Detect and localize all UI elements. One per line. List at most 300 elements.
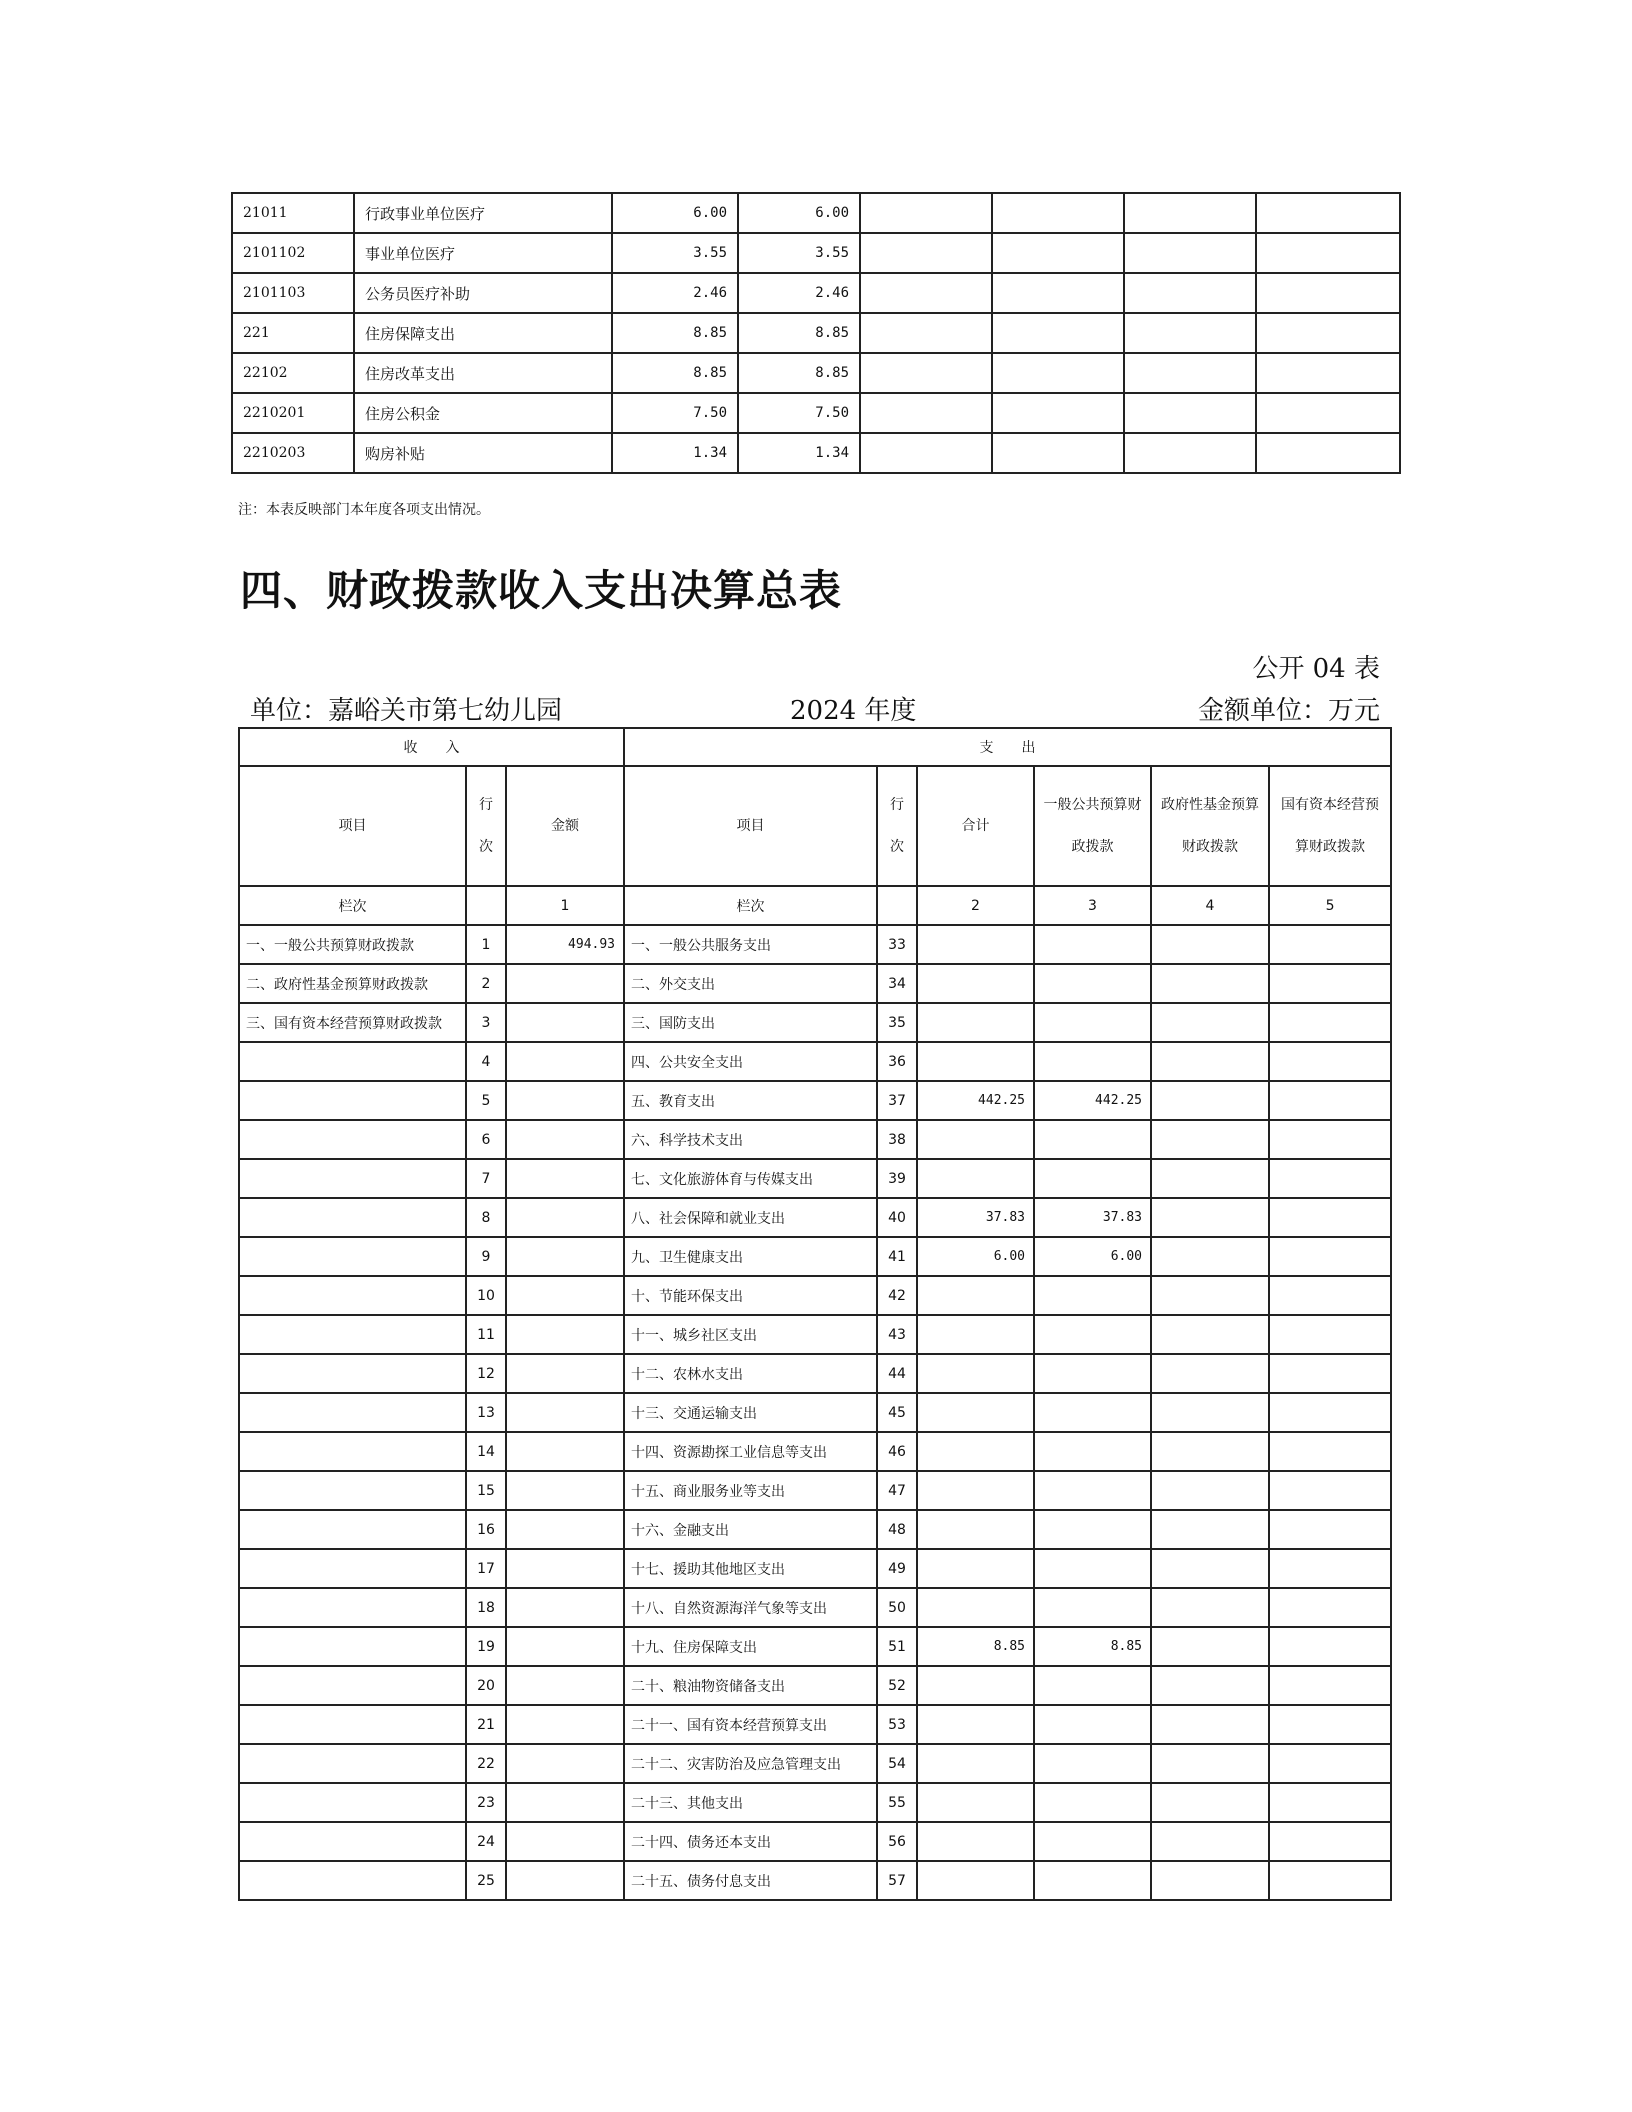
expense-gov-fund — [1151, 1120, 1269, 1159]
income-line-no: 9 — [466, 1237, 506, 1276]
summary-row — [239, 1783, 1391, 1822]
empty-cell — [992, 233, 1124, 273]
income-line-no: 2 — [466, 964, 506, 1003]
expense-item: 二十二、灾害防治及应急管理支出 — [624, 1744, 877, 1783]
amount-basic: 7.50 — [738, 393, 860, 433]
income-amount — [506, 1042, 624, 1081]
income-line-no: 20 — [466, 1666, 506, 1705]
expense-gov-fund — [1151, 1861, 1269, 1900]
expense-item: 一、一般公共服务支出 — [624, 925, 877, 964]
expense-total — [917, 964, 1034, 1003]
expense-state-capital — [1269, 1432, 1391, 1471]
expense-gov-fund — [1151, 1471, 1269, 1510]
income-line-no: 3 — [466, 1003, 506, 1042]
expense-item: 十、节能环保支出 — [624, 1276, 877, 1315]
expense-line-no: 44 — [877, 1354, 917, 1393]
expense-line-no: 47 — [877, 1471, 917, 1510]
expense-gov-fund — [1151, 1627, 1269, 1666]
fiscal-appropriation-summary-table — [238, 727, 1392, 1901]
summary-row — [239, 1627, 1391, 1666]
expense-line-no: 43 — [877, 1315, 917, 1354]
income-item — [239, 1120, 466, 1159]
summary-row — [239, 1198, 1391, 1237]
income-amount-header: 金额 — [506, 766, 624, 886]
summary-body — [239, 886, 1391, 1900]
income-line-no: 18 — [466, 1588, 506, 1627]
empty-cell — [992, 393, 1124, 433]
income-item: 二、政府性基金预算财政拨款 — [239, 964, 466, 1003]
expense-state-capital — [1269, 1081, 1391, 1120]
expense-state-capital — [1269, 1549, 1391, 1588]
empty-cell — [860, 313, 992, 353]
income-line-no-header: 行次 — [466, 766, 506, 886]
expense-detail-row — [232, 273, 1400, 313]
expense-general-budget — [1034, 1120, 1151, 1159]
expense-state-capital — [1269, 1471, 1391, 1510]
expense-header: 支 出 — [624, 728, 1391, 766]
empty-cell — [1256, 433, 1400, 473]
expense-general-budget — [1034, 964, 1151, 1003]
expense-state-capital — [1269, 1627, 1391, 1666]
function-name: 住房保障支出 — [354, 313, 612, 353]
expense-gov-fund — [1151, 1081, 1269, 1120]
income-amount — [506, 1588, 624, 1627]
expense-item: 十四、资源勘探工业信息等支出 — [624, 1432, 877, 1471]
income-item — [239, 1471, 466, 1510]
summary-row — [239, 1237, 1391, 1276]
expense-general-budget: 8.85 — [1034, 1627, 1151, 1666]
column-index-row — [239, 886, 1391, 925]
expense-gov-fund — [1151, 1549, 1269, 1588]
income-amount — [506, 1744, 624, 1783]
expense-line-no: 35 — [877, 1003, 917, 1042]
function-name: 事业单位医疗 — [354, 233, 612, 273]
income-line-no: 16 — [466, 1510, 506, 1549]
expense-general-budget — [1034, 1510, 1151, 1549]
income-amount — [506, 1315, 624, 1354]
expense-state-capital — [1269, 964, 1391, 1003]
income-item — [239, 1588, 466, 1627]
expense-general-budget — [1034, 1003, 1151, 1042]
income-item — [239, 1744, 466, 1783]
summary-row — [239, 1276, 1391, 1315]
expense-gov-fund — [1151, 1042, 1269, 1081]
function-name: 购房补贴 — [354, 433, 612, 473]
expense-total — [917, 1276, 1034, 1315]
expense-item: 三、国防支出 — [624, 1003, 877, 1042]
col-2: 2 — [917, 886, 1034, 925]
expense-state-capital — [1269, 1315, 1391, 1354]
amount-unit: 金额单位：万元 — [1197, 696, 1380, 726]
expense-detail-row — [232, 433, 1400, 473]
income-amount — [506, 1003, 624, 1042]
amount-total: 1.34 — [612, 433, 738, 473]
amount-total: 8.85 — [612, 313, 738, 353]
expense-gov-fund — [1151, 1744, 1269, 1783]
income-amount — [506, 1510, 624, 1549]
empty-cell — [992, 193, 1124, 233]
expense-total — [917, 1159, 1034, 1198]
form-number: 公开 04 表 — [1252, 654, 1380, 684]
amount-basic: 8.85 — [738, 353, 860, 393]
expense-general-budget — [1034, 1822, 1151, 1861]
expense-gov-fund — [1151, 1432, 1269, 1471]
income-item — [239, 1822, 466, 1861]
empty-cell — [1256, 353, 1400, 393]
income-amount — [506, 1198, 624, 1237]
summary-row — [239, 1003, 1391, 1042]
expense-item: 十八、自然资源海洋气象等支出 — [624, 1588, 877, 1627]
income-line-no: 14 — [466, 1432, 506, 1471]
summary-row — [239, 1042, 1391, 1081]
expense-item: 八、社会保障和就业支出 — [624, 1198, 877, 1237]
expense-gov-fund — [1151, 1705, 1269, 1744]
expense-item: 二十四、债务还本支出 — [624, 1822, 877, 1861]
expense-total — [917, 1861, 1034, 1900]
income-amount — [506, 964, 624, 1003]
expense-gov-fund — [1151, 964, 1269, 1003]
expense-state-capital — [1269, 1588, 1391, 1627]
gov-fund-header: 政府性基金预算财政拨款 — [1151, 766, 1269, 886]
empty-cell — [1124, 393, 1256, 433]
expense-line-no: 48 — [877, 1510, 917, 1549]
expense-line-no: 40 — [877, 1198, 917, 1237]
expense-state-capital — [1269, 1159, 1391, 1198]
amount-total: 8.85 — [612, 353, 738, 393]
amount-basic: 6.00 — [738, 193, 860, 233]
income-item — [239, 1315, 466, 1354]
expense-item-header: 项目 — [624, 766, 877, 886]
income-item — [239, 1549, 466, 1588]
income-amount — [506, 1471, 624, 1510]
function-name: 行政事业单位医疗 — [354, 193, 612, 233]
summary-row — [239, 1822, 1391, 1861]
expense-line-no: 45 — [877, 1393, 917, 1432]
income-amount — [506, 1393, 624, 1432]
expense-general-budget — [1034, 1861, 1151, 1900]
summary-row — [239, 1666, 1391, 1705]
expense-item: 九、卫生健康支出 — [624, 1237, 877, 1276]
expense-state-capital — [1269, 1042, 1391, 1081]
expense-general-budget — [1034, 1276, 1151, 1315]
income-item — [239, 1081, 466, 1120]
income-amount — [506, 1081, 624, 1120]
empty-cell — [1124, 233, 1256, 273]
expense-general-budget: 37.83 — [1034, 1198, 1151, 1237]
general-budget-header: 一般公共预算财政拨款 — [1034, 766, 1151, 886]
col-label: 栏次 — [239, 886, 466, 925]
amount-basic: 8.85 — [738, 313, 860, 353]
expense-total — [917, 1549, 1034, 1588]
expense-item: 十五、商业服务业等支出 — [624, 1471, 877, 1510]
empty-cell — [992, 273, 1124, 313]
income-line-no: 11 — [466, 1315, 506, 1354]
expense-total — [917, 1315, 1034, 1354]
expense-item: 十七、援助其他地区支出 — [624, 1549, 877, 1588]
income-line-no: 19 — [466, 1627, 506, 1666]
expense-gov-fund — [1151, 1198, 1269, 1237]
function-code: 22102 — [232, 353, 354, 393]
summary-row — [239, 1315, 1391, 1354]
expense-item: 六、科学技术支出 — [624, 1120, 877, 1159]
expense-line-no: 54 — [877, 1744, 917, 1783]
summary-row — [239, 964, 1391, 1003]
expense-total: 6.00 — [917, 1237, 1034, 1276]
expense-state-capital — [1269, 925, 1391, 964]
expense-item: 二十五、债务付息支出 — [624, 1861, 877, 1900]
expense-state-capital — [1269, 1510, 1391, 1549]
empty-cell — [992, 313, 1124, 353]
expense-line-no: 42 — [877, 1276, 917, 1315]
empty-cell — [1256, 233, 1400, 273]
expense-total — [917, 1354, 1034, 1393]
expense-general-budget: 6.00 — [1034, 1237, 1151, 1276]
expense-total — [917, 1783, 1034, 1822]
expense-general-budget — [1034, 1354, 1151, 1393]
summary-row — [239, 1705, 1391, 1744]
expense-detail-table-continued — [231, 192, 1401, 474]
income-item — [239, 1861, 466, 1900]
expense-item: 十六、金融支出 — [624, 1510, 877, 1549]
expense-line-no: 34 — [877, 964, 917, 1003]
income-amount — [506, 1705, 624, 1744]
expense-total — [917, 1432, 1034, 1471]
expense-gov-fund — [1151, 1666, 1269, 1705]
col-1: 1 — [506, 886, 624, 925]
expense-item: 十九、住房保障支出 — [624, 1627, 877, 1666]
income-item — [239, 1627, 466, 1666]
empty-cell — [1256, 193, 1400, 233]
income-amount — [506, 1861, 624, 1900]
expense-total — [917, 1588, 1034, 1627]
income-line-no: 13 — [466, 1393, 506, 1432]
section-title: 四、财政拨款收入支出决算总表 — [240, 566, 843, 615]
income-amount — [506, 1627, 624, 1666]
empty-cell — [992, 433, 1124, 473]
expense-line-no: 57 — [877, 1861, 917, 1900]
summary-row — [239, 1393, 1391, 1432]
expense-detail-row — [232, 233, 1400, 273]
income-item — [239, 1276, 466, 1315]
function-name: 住房公积金 — [354, 393, 612, 433]
expense-detail-row — [232, 193, 1400, 233]
expense-general-budget — [1034, 1159, 1151, 1198]
income-line-no: 10 — [466, 1276, 506, 1315]
expense-item: 十一、城乡社区支出 — [624, 1315, 877, 1354]
expense-general-budget — [1034, 1666, 1151, 1705]
expense-detail-row — [232, 313, 1400, 353]
unit-name: 单位：嘉峪关市第七幼儿园 — [250, 696, 563, 726]
expense-item: 二十三、其他支出 — [624, 1783, 877, 1822]
income-item: 一、一般公共预算财政拨款 — [239, 925, 466, 964]
expense-state-capital — [1269, 1237, 1391, 1276]
expense-state-capital — [1269, 1354, 1391, 1393]
empty-cell — [860, 233, 992, 273]
income-amount — [506, 1822, 624, 1861]
function-name: 公务员医疗补助 — [354, 273, 612, 313]
col-4: 4 — [1151, 886, 1269, 925]
income-line-no: 25 — [466, 1861, 506, 1900]
expense-gov-fund — [1151, 1393, 1269, 1432]
income-line-no: 6 — [466, 1120, 506, 1159]
income-amount — [506, 1666, 624, 1705]
expense-state-capital — [1269, 1120, 1391, 1159]
empty-cell — [1124, 433, 1256, 473]
income-header: 收 入 — [239, 728, 624, 766]
income-amount — [506, 1159, 624, 1198]
expense-line-no: 39 — [877, 1159, 917, 1198]
expense-line-no: 37 — [877, 1081, 917, 1120]
expense-state-capital — [1269, 1783, 1391, 1822]
income-item — [239, 1393, 466, 1432]
function-code: 2210203 — [232, 433, 354, 473]
income-item — [239, 1354, 466, 1393]
income-item-header: 项目 — [239, 766, 466, 886]
summary-row — [239, 1159, 1391, 1198]
expense-state-capital — [1269, 1666, 1391, 1705]
empty-cell — [860, 433, 992, 473]
income-amount — [506, 1432, 624, 1471]
expense-total — [917, 1393, 1034, 1432]
expense-line-no: 50 — [877, 1588, 917, 1627]
col-3: 3 — [1034, 886, 1151, 925]
expense-total: 8.85 — [917, 1627, 1034, 1666]
function-name: 住房改革支出 — [354, 353, 612, 393]
expense-line-no: 52 — [877, 1666, 917, 1705]
income-item — [239, 1042, 466, 1081]
summary-row — [239, 1432, 1391, 1471]
expense-line-no: 53 — [877, 1705, 917, 1744]
expense-item: 二十一、国有资本经营预算支出 — [624, 1705, 877, 1744]
expense-gov-fund — [1151, 1588, 1269, 1627]
expense-gov-fund — [1151, 1822, 1269, 1861]
expense-item: 四、公共安全支出 — [624, 1042, 877, 1081]
empty-cell — [1124, 353, 1256, 393]
income-line-no: 7 — [466, 1159, 506, 1198]
income-item: 三、国有资本经营预算财政拨款 — [239, 1003, 466, 1042]
expense-gov-fund — [1151, 1003, 1269, 1042]
summary-row — [239, 1120, 1391, 1159]
expense-state-capital — [1269, 1198, 1391, 1237]
expense-general-budget: 442.25 — [1034, 1081, 1151, 1120]
summary-row — [239, 1354, 1391, 1393]
expense-total: 442.25 — [917, 1081, 1034, 1120]
function-code: 2101102 — [232, 233, 354, 273]
expense-general-budget — [1034, 1432, 1151, 1471]
empty-cell — [860, 273, 992, 313]
income-line-no: 23 — [466, 1783, 506, 1822]
expense-detail-row — [232, 393, 1400, 433]
expense-gov-fund — [1151, 925, 1269, 964]
total-header: 合计 — [917, 766, 1034, 886]
expense-detail-body — [232, 193, 1400, 473]
income-line-no: 17 — [466, 1549, 506, 1588]
expense-total — [917, 1042, 1034, 1081]
income-amount — [506, 1354, 624, 1393]
income-amount: 494.93 — [506, 925, 624, 964]
expense-general-budget — [1034, 1471, 1151, 1510]
expense-general-budget — [1034, 1588, 1151, 1627]
empty-cell — [1124, 273, 1256, 313]
expense-line-no: 36 — [877, 1042, 917, 1081]
income-item — [239, 1783, 466, 1822]
income-line-no: 1 — [466, 925, 506, 964]
expense-state-capital — [1269, 1393, 1391, 1432]
income-item — [239, 1237, 466, 1276]
income-line-no: 24 — [466, 1822, 506, 1861]
income-line-no: 12 — [466, 1354, 506, 1393]
expense-general-budget — [1034, 1549, 1151, 1588]
amount-total: 7.50 — [612, 393, 738, 433]
expense-state-capital — [1269, 1822, 1391, 1861]
col-5: 5 — [1269, 886, 1391, 925]
table-note: 注：本表反映部门本年度各项支出情况。 — [238, 502, 490, 518]
expense-item: 五、教育支出 — [624, 1081, 877, 1120]
summary-row — [239, 1081, 1391, 1120]
income-amount — [506, 1120, 624, 1159]
expense-general-budget — [1034, 1705, 1151, 1744]
fiscal-year: 2024 年度 — [790, 696, 917, 726]
expense-gov-fund — [1151, 1783, 1269, 1822]
function-code: 2101103 — [232, 273, 354, 313]
empty-cell — [1124, 193, 1256, 233]
expense-total — [917, 1705, 1034, 1744]
expense-total — [917, 1510, 1034, 1549]
income-item — [239, 1510, 466, 1549]
expense-item: 七、文化旅游体育与传媒支出 — [624, 1159, 877, 1198]
header-row-groups — [239, 728, 1391, 766]
unit-line — [250, 690, 1380, 726]
income-line-no: 22 — [466, 1744, 506, 1783]
empty-cell — [860, 393, 992, 433]
summary-row — [239, 1744, 1391, 1783]
expense-state-capital — [1269, 1276, 1391, 1315]
income-item — [239, 1666, 466, 1705]
expense-line-no: 33 — [877, 925, 917, 964]
expense-line-no: 51 — [877, 1627, 917, 1666]
col-blank-2 — [877, 886, 917, 925]
income-item — [239, 1432, 466, 1471]
expense-total — [917, 1744, 1034, 1783]
expense-item: 二十、粮油物资储备支出 — [624, 1666, 877, 1705]
expense-gov-fund — [1151, 1354, 1269, 1393]
expense-line-no: 38 — [877, 1120, 917, 1159]
expense-state-capital — [1269, 1003, 1391, 1042]
empty-cell — [1256, 313, 1400, 353]
empty-cell — [1256, 393, 1400, 433]
empty-cell — [992, 353, 1124, 393]
expense-line-no: 46 — [877, 1432, 917, 1471]
expense-item: 二、外交支出 — [624, 964, 877, 1003]
expense-general-budget — [1034, 1315, 1151, 1354]
income-line-no: 15 — [466, 1471, 506, 1510]
income-line-no: 5 — [466, 1081, 506, 1120]
empty-cell — [1124, 313, 1256, 353]
income-line-no: 4 — [466, 1042, 506, 1081]
expense-gov-fund — [1151, 1237, 1269, 1276]
expense-total — [917, 1471, 1034, 1510]
expense-state-capital — [1269, 1705, 1391, 1744]
expense-item: 十三、交通运输支出 — [624, 1393, 877, 1432]
expense-gov-fund — [1151, 1510, 1269, 1549]
expense-gov-fund — [1151, 1276, 1269, 1315]
expense-line-no: 56 — [877, 1822, 917, 1861]
amount-basic: 3.55 — [738, 233, 860, 273]
state-capital-header: 国有资本经营预算财政拨款 — [1269, 766, 1391, 886]
amount-basic: 1.34 — [738, 433, 860, 473]
income-amount — [506, 1237, 624, 1276]
expense-general-budget — [1034, 1783, 1151, 1822]
